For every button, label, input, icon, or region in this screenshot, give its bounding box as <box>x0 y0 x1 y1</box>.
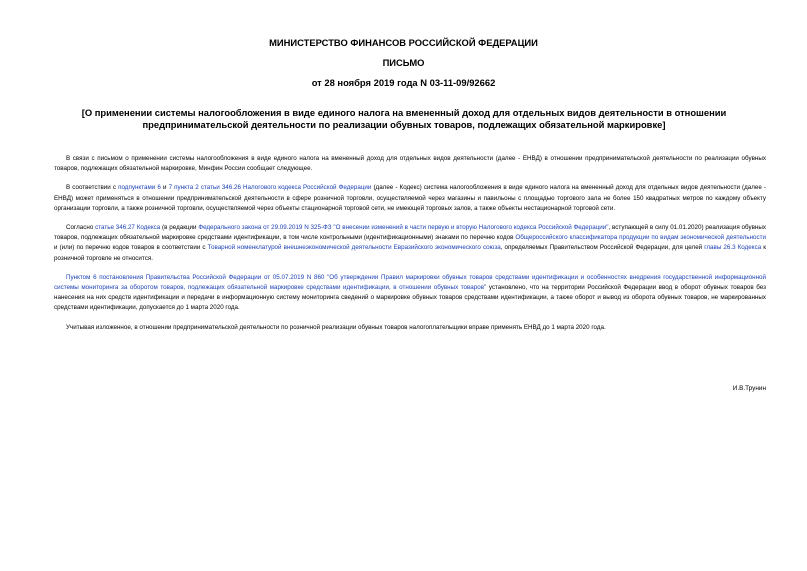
paragraph-4-text-1: установлено, что на территории Российской Федерации ввод в оборот обувных товаров без нанесения на них средств идентификации и передачи в информационную систему мониторинга сведений о маркировке обувных товаров средствами идентификации, а также оборот и вывод из оборота обувных товаров, не маркированных средствами идентификации, допускается до 1 марта 2020 года. <box>54 284 767 312</box>
paragraph-1 <box>54 154 766 174</box>
paragraph-2 <box>54 183 766 214</box>
paragraph-3-text-6: к розничной торговле не относится. <box>54 244 767 262</box>
paragraph-5 <box>54 323 766 333</box>
link-chapter-26-3[interactable]: главы 26.3 Кодекса <box>704 244 762 252</box>
paragraph-3-text-1: Согласно <box>66 224 96 232</box>
link-government-decree-860[interactable]: Пунктом 6 постановления Правительства Российской Федерации от 05.07.2019 N 860 "Об утверждении Правил маркировки обувных товаров средствами идентификации и особенностях внедрения государственной информационной системы мониторинга за оборотом товаров, подлежащих обязательной маркировке средствами идентификации, в отношении обувных товаров" <box>54 273 766 292</box>
paragraph-3 <box>54 223 766 264</box>
paragraph-5-text: Учитывая изложенное, в отношении предпринимательской деятельности по розничной реализации обувных товаров налогоплательщики вправе применять ЕНВД до 1 марта 2020 года. <box>66 323 606 331</box>
paragraph-2-text-2: и <box>160 184 169 192</box>
paragraph-3-text-5: , определяемых Правительством Российской Федерации, для целей <box>500 244 705 252</box>
link-okpd-classifier[interactable]: Общероссийского классификатора продукции по видам экономической деятельности <box>515 234 767 242</box>
document-type: ПИСЬМО <box>382 57 425 68</box>
link-tn-ved-eaeu[interactable]: Товарной номенклатурой внешнеэкономической деятельности Евразийского экономического союза <box>207 244 501 252</box>
paragraph-2-text-3: (далее - Кодекс) система налогообложения в виде единого налога на вмененный доход для отдельных видов деятельности (далее - ЕНВД) может применяться в отношении предпринимательской деятельности в сфере розничной торговли, осуществляемой через магазины и павильоны с площадью торгового зала не более 150 квадратных метров по каждому объекту организации торговли, а также розничной торговли, осуществляемой через объекты стационарной торговой сети, не имеющей торговых залов, а также объекты нестационарной торговой сети. <box>54 184 767 212</box>
link-subparagraph-6[interactable]: подпунктами 6 <box>118 184 161 192</box>
signature: И.В.Трунин <box>732 385 766 392</box>
link-tax-code-346-26[interactable]: 7 пункта 2 статьи 346.26 Налогового кодекса Российской Федерации <box>168 184 372 192</box>
paragraph-4 <box>54 273 766 314</box>
paragraph-2-text-1: В соответствии с <box>66 184 119 192</box>
link-article-346-27[interactable]: статье 346.27 Кодекса <box>95 224 161 232</box>
document-subject: [О применении системы налогообложения в виде единого налога на вмененный доход для отдельных видов деятельности в отношении предпринимательской деятельности по реализации обувных товаров, подлежащих обязательной маркировке] <box>81 107 727 130</box>
paragraph-3-text-4: и (или) по перечню кодов товаров в соответствии с <box>54 244 208 252</box>
document-body <box>54 154 766 342</box>
paragraph-1-text: В связи с письмом о применении системы налогообложения в виде единого налога на вмененный доход для отдельных видов деятельности (далее - ЕНВД) в отношении предпринимательской деятельности по реализации обувных товаров, подлежащих обязательной маркировке, Минфин России сообщает следующее. <box>54 155 766 173</box>
ministry-title: МИНИСТЕРСТВО ФИНАНСОВ РОССИЙСКОЙ ФЕДЕРАЦИИ <box>269 37 538 48</box>
paragraph-3-text-3: , вступающей в силу 01.01.2020) реализация обувных товаров, подлежащих обязательной маркировке средствами идентификации, в том числе контрольными (идентификационными) знаками по перечню кодов <box>54 224 766 242</box>
document-date-number: от 28 ноября 2019 года N 03-11-09/92662 <box>311 77 496 88</box>
paragraph-3-text-2: (в редакции <box>160 224 199 232</box>
link-federal-law-325[interactable]: Федерального закона от 29.09.2019 N 325-ФЗ "О внесении изменений в части первую и вторую Налогового кодекса Российской Федерации" <box>198 224 609 232</box>
